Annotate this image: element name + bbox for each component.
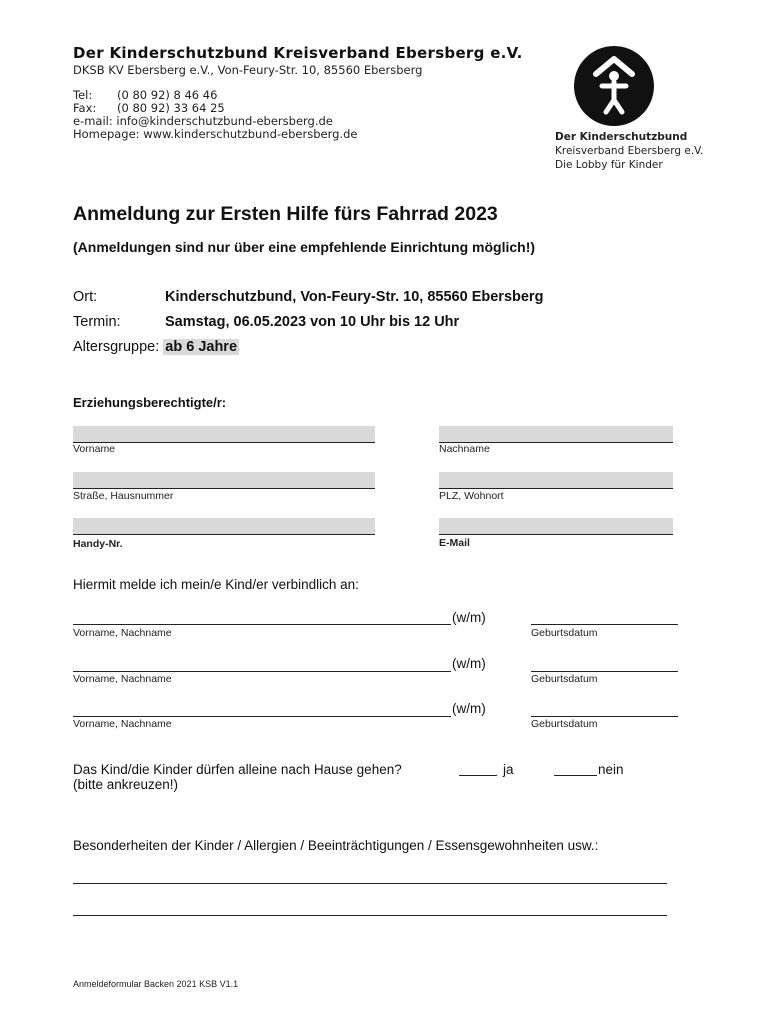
ort-value: Kinderschutzbund, Von-Feury-Str. 10, 85560 Ebersberg [165,289,544,305]
logo-line-1: Der Kinderschutzbund [555,131,688,143]
nein-label: nein [598,762,624,777]
child-1-birth-label: Geburtsdatum [531,627,598,639]
nachname-label: Nachname [439,443,490,455]
nein-checkbox-line[interactable] [554,775,597,776]
page-subtitle: (Anmeldungen sind nur über eine empfehlende Einrichtung möglich!) [73,239,536,255]
kinderschutzbund-logo-icon [572,44,656,128]
vorname-field[interactable] [73,426,375,443]
fax-label: Fax: [73,101,97,115]
children-intro: Hiermit melde ich mein/e Kind/er verbindlich an: [73,577,359,592]
fax-value: (0 80 92) 33 64 25 [117,101,225,115]
home-question: Das Kind/die Kinder dürfen alleine nach Hause gehen? [73,762,402,777]
email-field[interactable] [439,518,673,535]
org-tel [73,88,217,102]
child-3-wm: (w/m) [452,701,486,716]
ja-label: ja [503,762,514,777]
plz-label: PLZ, Wohnort [439,490,504,502]
tel-label: Tel: [73,88,93,102]
strasse-label: Straße, Hausnummer [73,490,174,502]
nachname-field[interactable] [439,426,673,443]
logo-line-2: Kreisverband Ebersberg e.V. [555,145,704,157]
vorname-label: Vorname [73,443,116,455]
child-3-birth-line[interactable] [531,716,678,717]
handy-label: Handy-Nr. [73,538,123,550]
child-1-wm: (w/m) [452,610,486,625]
child-2-birth-line[interactable] [531,671,678,672]
org-title: Der Kinderschutzbund Kreisverband Ebersberg e.V. [73,44,523,62]
termin-label: Termin: [73,314,121,330]
child-2-birth-label: Geburtsdatum [531,673,598,685]
special-line-2[interactable] [73,915,667,916]
ja-checkbox-line[interactable] [459,775,497,776]
child-3-name-label: Vorname, Nachname [73,718,172,730]
alter-row [73,339,239,355]
termin-value: Samstag, 06.05.2023 von 10 Uhr bis 12 Uhr [165,314,460,330]
page-title: Anmeldung zur Ersten Hilfe fürs Fahrrad 2023 [73,203,498,225]
child-1-name-line[interactable] [73,624,451,625]
guardian-heading: Erziehungsberechtigte/r: [73,395,227,410]
child-1-name-label: Vorname, Nachname [73,627,172,639]
alter-label: Altersgruppe: [73,339,160,355]
footer-text: Anmeldeformular Backen 2021 KSB V1.1 [73,979,239,989]
home-note: (bitte ankreuzen!) [73,777,179,792]
child-3-birth-label: Geburtsdatum [531,718,598,730]
child-2-name-label: Vorname, Nachname [73,673,172,685]
special-line-1[interactable] [73,883,667,884]
email-label: E-Mail [439,537,470,549]
org-fax [73,101,225,115]
handy-field[interactable] [73,518,375,535]
child-2-name-line[interactable] [73,671,451,672]
plz-field[interactable] [439,472,673,489]
tel-value: (0 80 92) 8 46 46 [117,88,218,102]
ort-label: Ort: [73,289,98,305]
child-3-name-line[interactable] [73,716,451,717]
special-heading: Besonderheiten der Kinder / Allergien / Beeinträchtigungen / Essensgewohnheiten usw.: [73,838,599,853]
org-address: DKSB KV Ebersberg e.V., Von-Feury-Str. 10, 85560 Ebersberg [73,63,423,77]
strasse-field[interactable] [73,472,375,489]
child-1-birth-line[interactable] [531,624,678,625]
alter-value: ab 6 Jahre [165,339,238,355]
child-2-wm: (w/m) [452,656,486,671]
org-homepage: Homepage: www.kinderschutzbund-ebersberg.de [73,127,358,141]
logo-line-3: Die Lobby für Kinder [555,159,663,171]
org-email: e-mail: info@kinderschutzbund-ebersberg.de [73,114,333,128]
